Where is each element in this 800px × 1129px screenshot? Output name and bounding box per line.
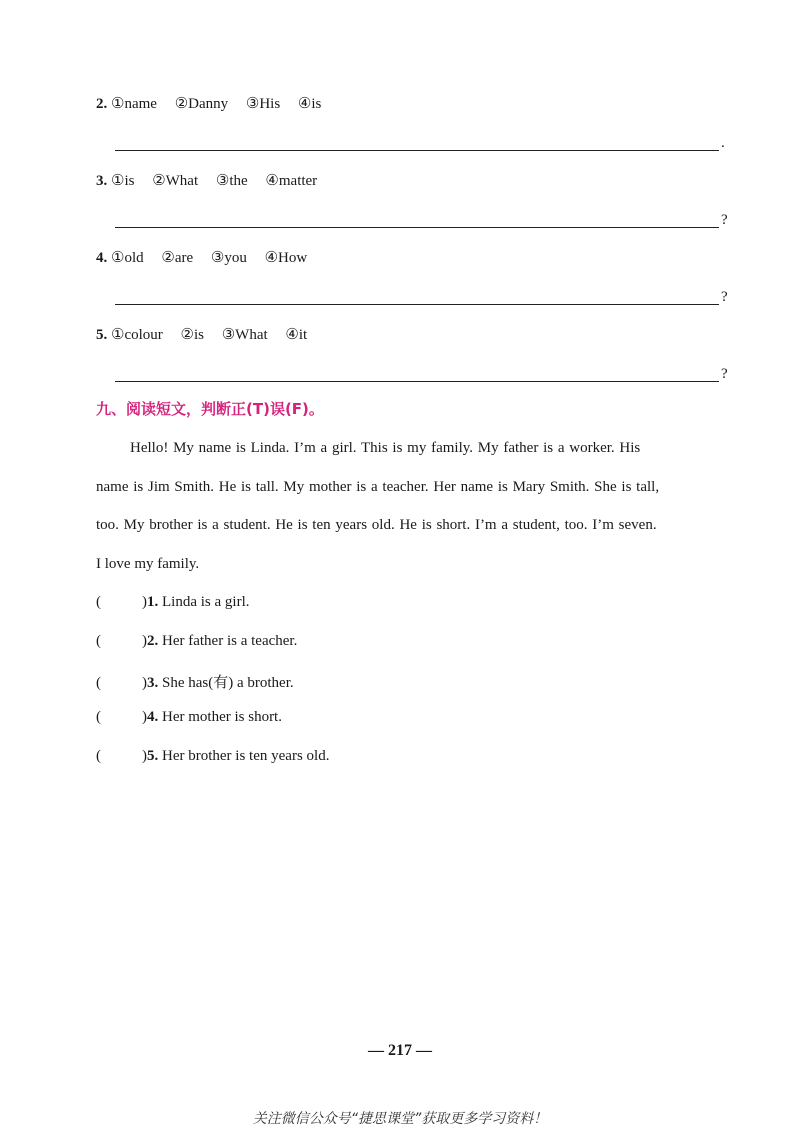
passage-line-3: too. My brother is a student. He is ten years old. He is short. I’m a student, too. I’m seven. bbox=[96, 517, 657, 533]
answer-blank[interactable]: ( bbox=[96, 594, 101, 610]
answer-blank[interactable]: ( bbox=[96, 709, 101, 725]
passage-line-1: Hello! My name is Linda. I’m a girl. This is my family. My father is a worker. His bbox=[130, 440, 641, 456]
answer-line-2[interactable] bbox=[115, 150, 719, 151]
end-mark-3: ? bbox=[721, 212, 728, 228]
reorder-item-5: 5. ①colour ②is ③What ④it bbox=[96, 327, 308, 343]
answer-line-4[interactable] bbox=[115, 304, 719, 305]
end-mark-4: ? bbox=[721, 289, 728, 305]
passage-line-4: I love my family. bbox=[96, 556, 200, 572]
reorder-item-2: 2. ①name ②Danny ③His ④is bbox=[96, 96, 322, 112]
footer-note: 关注微信公众号“捷思课堂”获取更多学习资料！ bbox=[252, 1111, 548, 1127]
answer-blank[interactable]: ( bbox=[96, 675, 101, 691]
reorder-item-3: 3. ①is ②What ③the ④matter bbox=[96, 173, 318, 189]
answer-line-5[interactable] bbox=[115, 381, 719, 382]
reorder-item-4: 4. ①old ②are ③you ④How bbox=[96, 250, 308, 266]
section-title: 九、阅读短文，判断正(T)误(F)。 bbox=[96, 400, 324, 418]
answer-blank[interactable]: ( bbox=[96, 633, 101, 649]
passage-line-2: name is Jim Smith. He is tall. My mother is a teacher. Her name is Mary Smith. She is tall, bbox=[96, 479, 660, 495]
tf-question-2: ( )2. Her father is a teacher. bbox=[96, 633, 298, 649]
end-mark-2: . bbox=[721, 135, 725, 151]
answer-line-3[interactable] bbox=[115, 227, 719, 228]
answer-blank[interactable]: ( bbox=[96, 748, 101, 764]
tf-question-3: ( )3. She has(有) a brother. bbox=[96, 675, 294, 691]
page-number: — 217 — bbox=[368, 1042, 432, 1059]
tf-question-4: ( )4. Her mother is short. bbox=[96, 709, 282, 725]
end-mark-5: ? bbox=[721, 366, 728, 382]
tf-question-1: ( )1. Linda is a girl. bbox=[96, 594, 250, 610]
tf-question-5: ( )5. Her brother is ten years old. bbox=[96, 748, 330, 764]
